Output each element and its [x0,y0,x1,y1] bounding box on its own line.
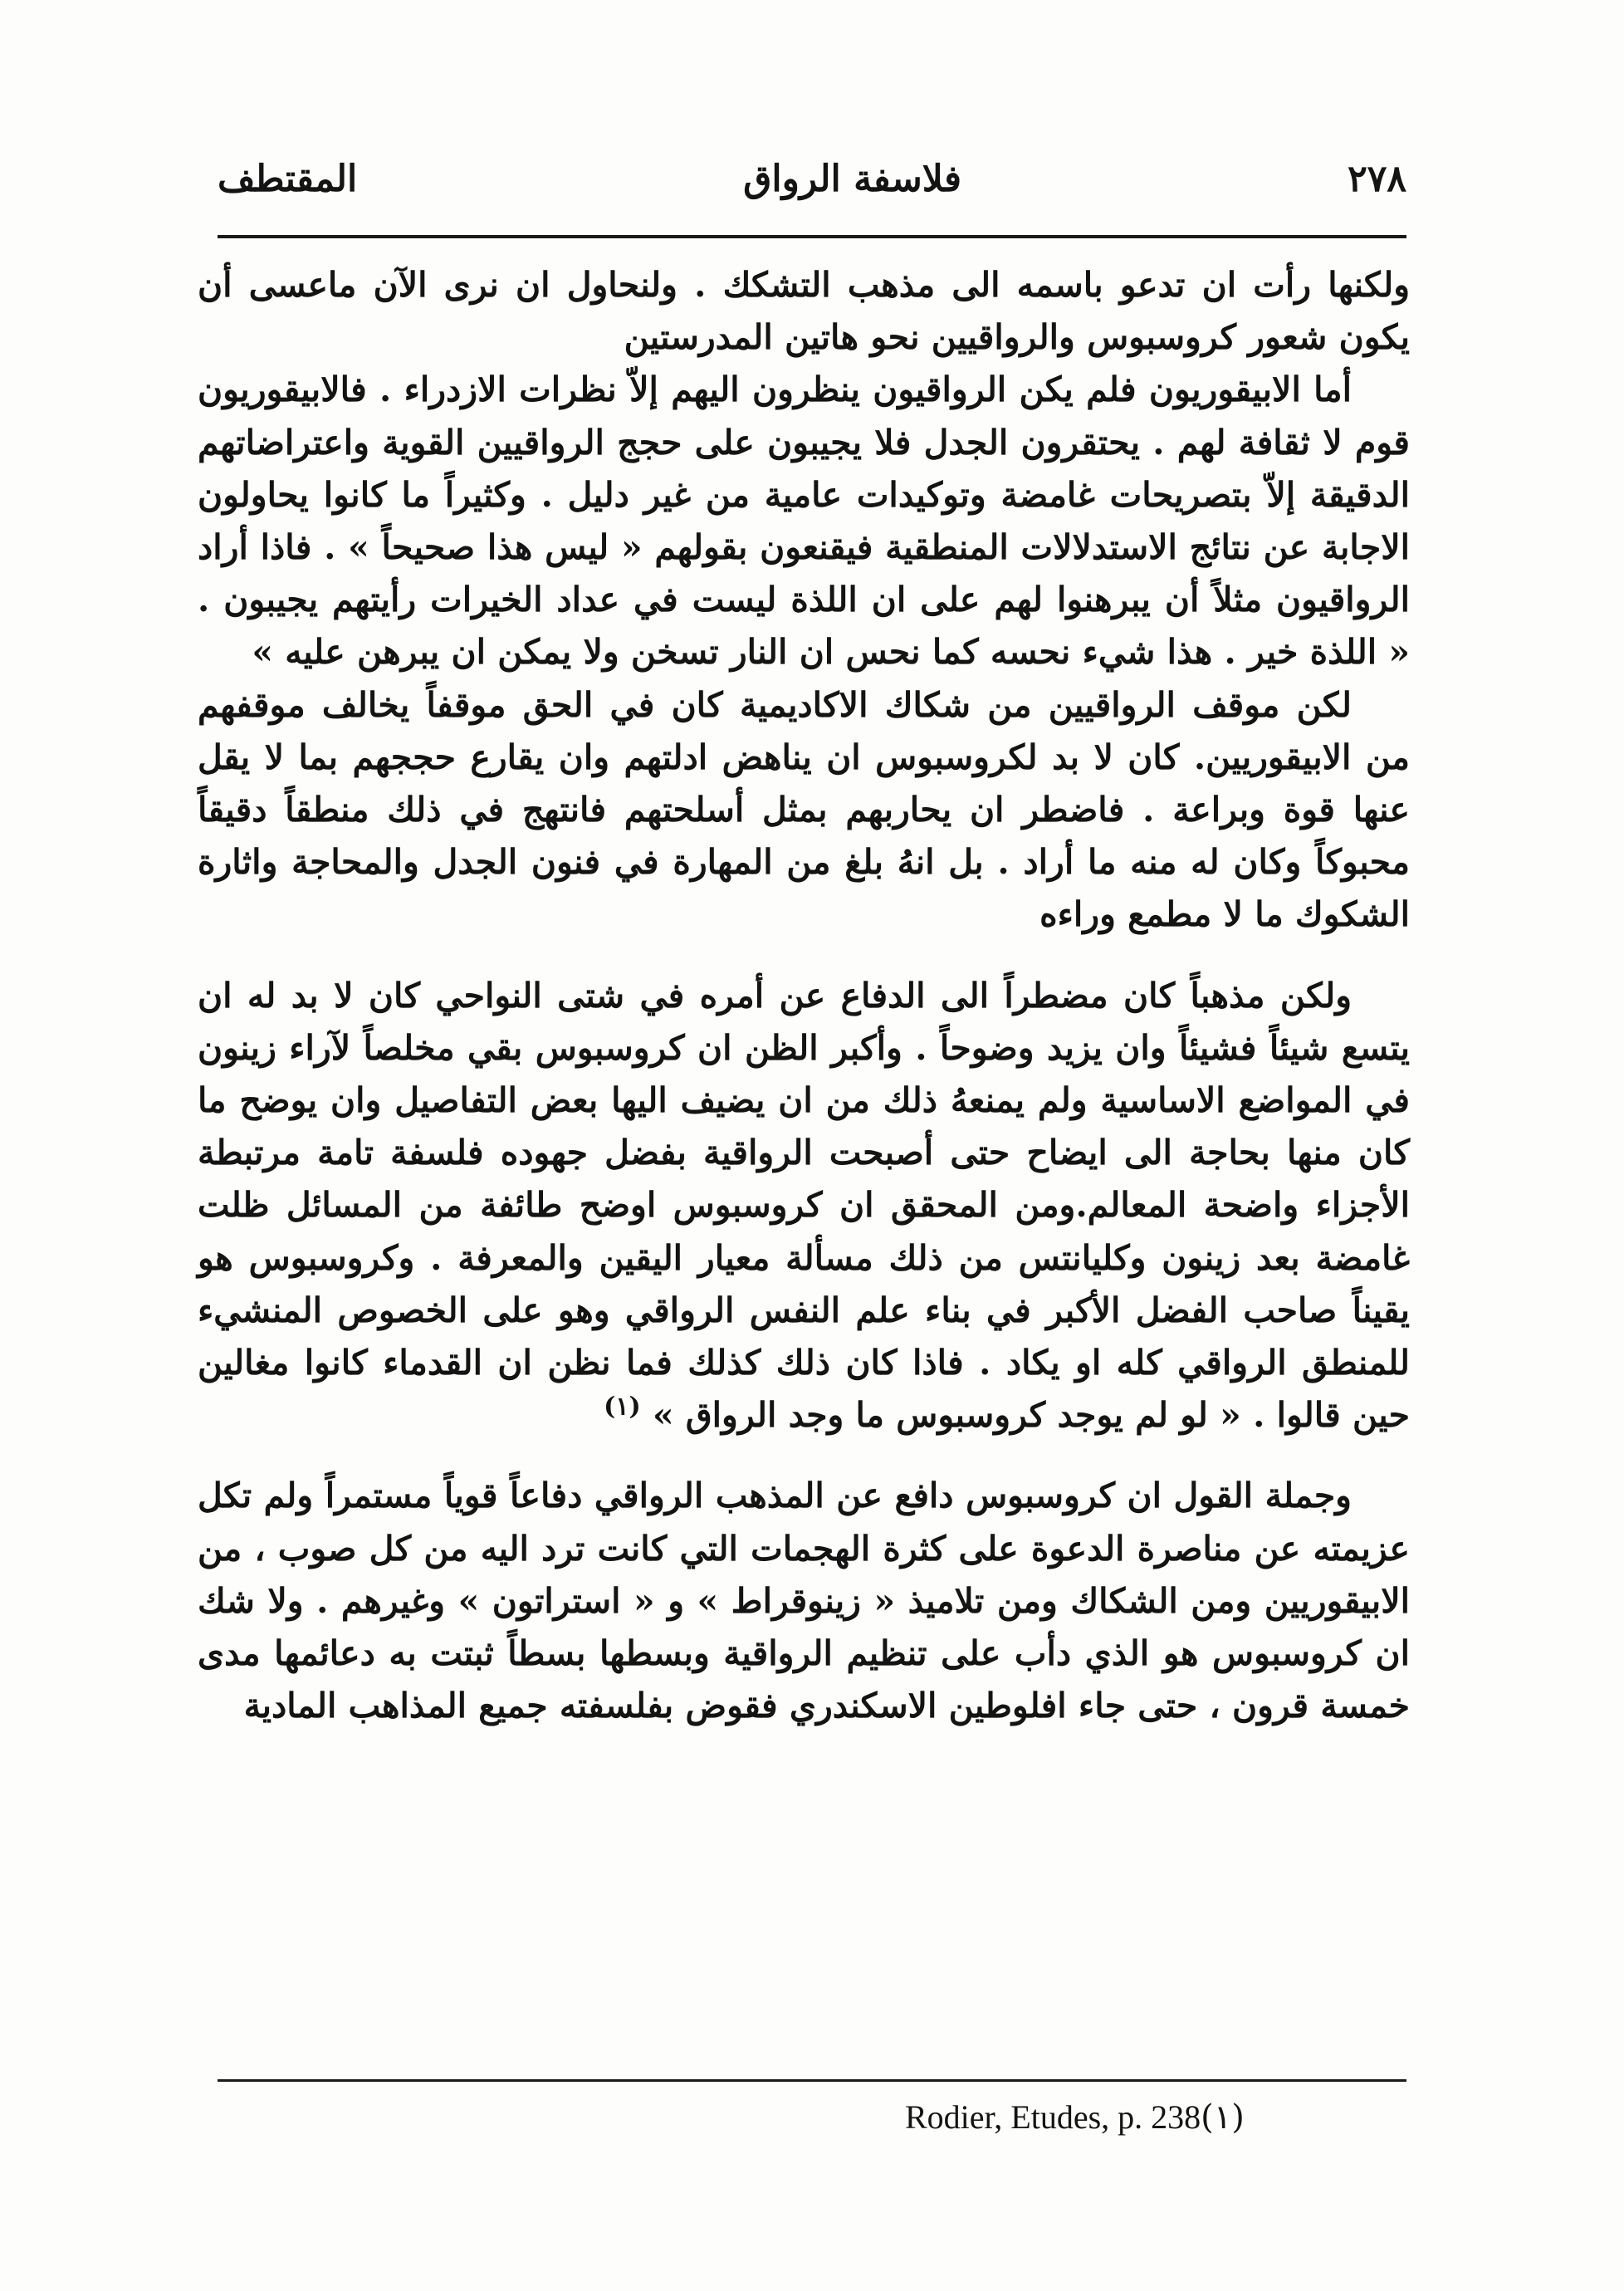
paragraph-4-text: ولكن مذهباً كان مضطراً الى الدفاع عن أمره في شتى النواحي كان لا بد له ان يتسع شيئاً فشيئاً وان يزيد وضوحاً . وأكبر الظن ان كروسبوس بقي مخلصاً لآراء زينون في المواضع الاساسية ولم يمنعهُ ذلك من ان يضيف اليها بعض التفاصيل وان يوضح ما كان منها بحاجة الى ايضاح حتى أصبحت الرواقية بفضل جهوده فلسفة تامة مرتبطة الأجزاء واضحة المعالم.ومن المحقق ان كروسبوس اوضح طائفة من المسائل ظلت غامضة بعد زينون وكليانتس من ذلك مسألة معيار اليقين والمعرفة . وكروسبوس هو يقيناً صاحب الفضل الأكبر في بناء علم النفس الرواقي وهو على الخصوص المنشيء للمنطق الرواقي كله او يكاد . فاذا كان ذلك كذلك فما نظن ان القدماء كانوا مغالين حين قالوا . « لو لم يوجد كروسبوس ما وجد الرواق » [198,975,1410,1436]
section-title: فلاسفة الرواق [743,157,962,200]
footnote-mark: (١) [1201,2098,1245,2137]
paragraph-5: وجملة القول ان كروسبوس دافع عن المذهب الرواقي دفاعاً قوياً مستمراً ولم تكل عزيمته عن مناصرة الدعوة على كثرة الهجمات التي كانت ترد اليه من كل صوب ، من الابيقوريين ومن الشكاك ومن تلاميذ « زينوقراط » و « استراتون » وغيرهم . ولا شك ان كروسبوس هو الذي دأب على تنظيم الرواقية وبسطها بسطاً ثبتت به دعائمها مدى خمسة قرون ، حتى جاء افلوطين الاسكندري فقوض بفلسفته جميع المذاهب المادية [198,1476,1410,1726]
header-rule [218,235,1406,238]
page-header [218,145,1406,212]
article-body [198,259,1410,1732]
footnote [905,2093,1403,2142]
paragraph-2: أما الابيقوريون فلم يكن الرواقيون ينظرون اليهم إلاّ نظرات الازدراء . فالابيقوريون قوم لا ثقافة لهم . يحتقرون الجدل فلا يجيبون على حجج الرواقيين القوية واعتراضاتهم الدقيقة إلاّ بتصريحات غامضة وتوكيدات عامية من غير دليل . وكثيراً ما كانوا يحاولون الاجابة عن نتائج الاستدلالات المنطقية فيقنعون بقولهم « ليس هذا صحيحاً » . فاذا أراد الرواقيون مثلاً أن يبرهنوا لهم على ان اللذة ليست في عداد الخيرات رأيتهم يجيبون . « اللذة خير . هذا شيء نحسه كما نحس ان النار تسخن ولا يمكن ان يبرهن عليه » [198,370,1410,673]
paragraph-1: ولكنها رأت ان تدعو باسمه الى مذهب التشكك . ولنحاول ان نرى الآن ماعسى أن يكون شعور كروسبوس والرواقيين نحو هاتين المدرستين [198,265,1410,358]
paragraph-3: لكن موقف الرواقيين من شكاك الاكاديمية كان في الحق موقفاً يخالف موقفهم من الابيقوريين. كان لا بد لكروسبوس ان يناهض ادلتهم وان يقارع حججهم بما لا يقل عنها قوة وبراعة . فاضطر ان يحاربهم بمثل أسلحتهم فانتهج في ذلك منطقاً دقيقاً محبوكاً وكان له منه ما أراد . بل انهُ بلغ من المهارة في فنون الجدل والمحاجة واثارة الشكوك ما لا مطمع وراءه [198,684,1410,935]
page-number: ٢٧٨ [1348,157,1406,200]
footnote-text: Rodier, Etudes, p. 238 [905,2098,1201,2136]
footnote-rule [218,2079,1406,2082]
journal-title: المقتطف [218,157,358,200]
paragraph-4 [198,970,1410,1442]
footnote-reference: (١) [604,1392,641,1422]
